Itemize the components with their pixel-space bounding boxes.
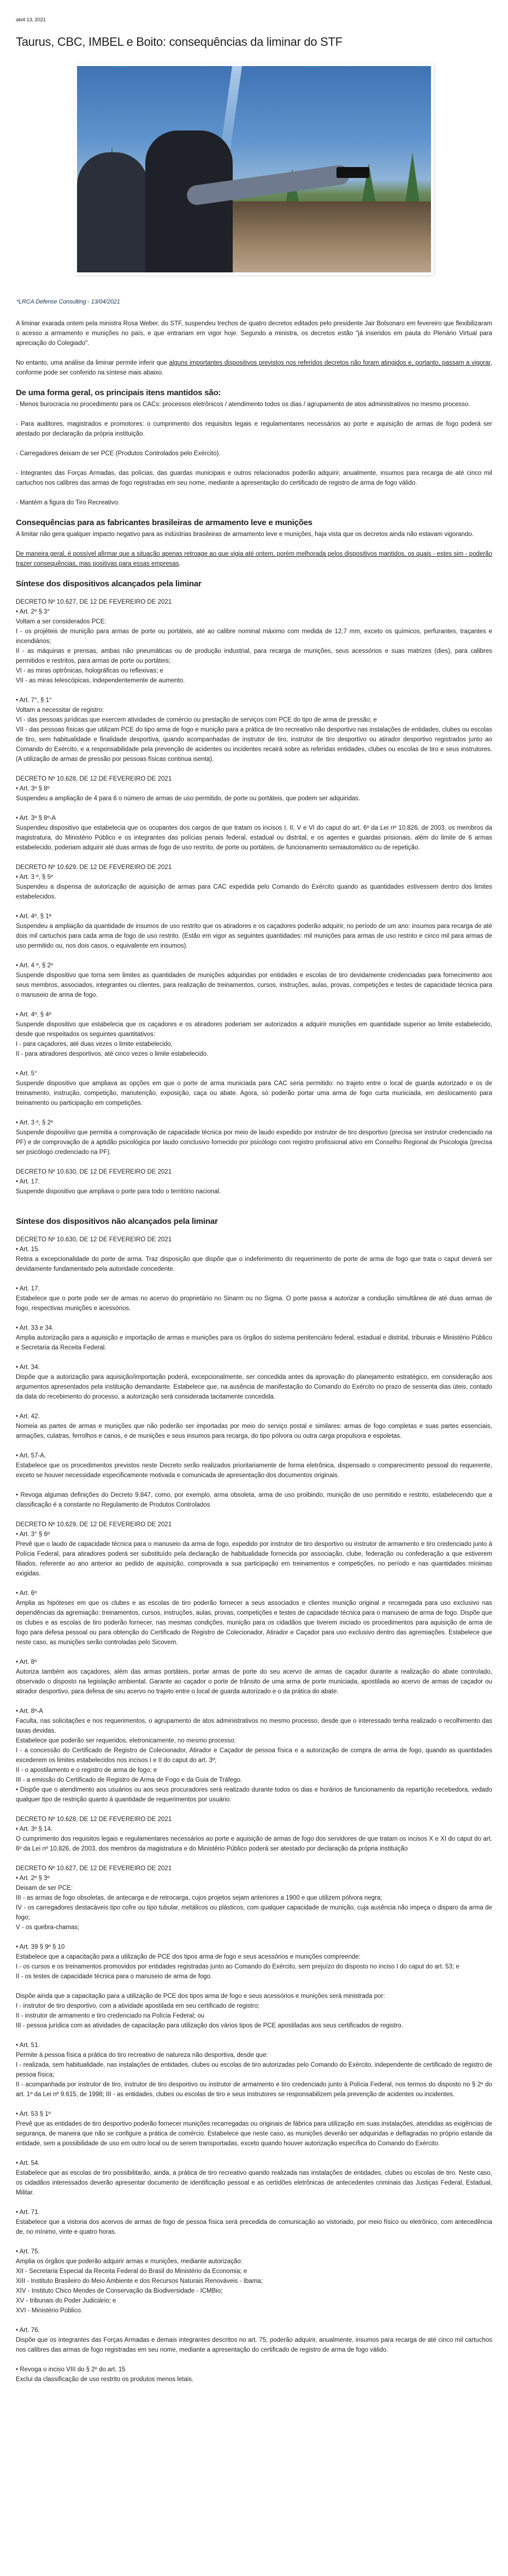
article-item <box>16 1118 492 1157</box>
article-ref: • Art. 34. <box>16 1364 40 1371</box>
maintained-item: - Mantém a figura do Tiro Recreativo. <box>16 499 120 506</box>
article-text: V - os quebra-chamas; <box>16 1924 80 1931</box>
decree-block <box>16 1235 492 1510</box>
maintained-list <box>16 400 492 508</box>
article-ref: • Art. 71. <box>16 2209 40 2216</box>
article-text: II - acompanhada por instrutor de tiro, instrutor de tiro desportivo ou instrutor de armamento e tiro credenciado junto à Polícia Federal, nos termos do disposto no § 2º do art. 1º da Lei nº 9.615, de 1998; III - as entidades, clubes ou escolas de tiro e seus instrutores se responsabilizem pela prevenção de acidentes ou incidentes. <box>16 2081 492 2098</box>
article-ref: • Art. 2º § 3° <box>16 609 50 615</box>
article-text: O cumprimento dos requisitos legais e regulamentares necessários ao porte e aquisição de armas de fogo dos servidores de que tratam os incisos X e XI do caput do art. 6º da Lei nº 10.826, de 2003, dos membros da magistratura e do Ministério Público poderá ser atestado por declaração da própria instituição <box>16 1836 492 1852</box>
article-text: Voltam a ser considerados PCE: <box>16 618 107 625</box>
consequences-paragraph-1: A limitar não gera qualquer impacto negativo para as indústrias brasileiras de armamento leve e munições, haja vista que os decretos ainda não estavam vigorando. <box>16 531 474 538</box>
underlined-highlight: De maneira geral, é possível afirmar que a situação apenas retroage ao que vigia até ontem, porém melhorada pelos dispositivos mantidos, os quais - estes sim - poderão trazer consequências, mas positivas para essas empresas <box>16 551 492 567</box>
maintained-item: - Carregadores deixam de ser PCE (Produtos Controlados pelo Exército). <box>16 450 221 457</box>
article-text: Estabelece que os procedimentos previstos neste Decreto serão realizados prioritariamente de forma eletrônica, dispensado o comparecimento pessoal do requerente, exceto se houver necessidade especificamente motivada e comunicada de apresentação dos documentos originais. <box>16 1462 492 1479</box>
article-text: Suspendeu a ampliação da quantidade de insumos de uso restrito que os atiradores e os caçadores poderão adquirir, no período de um ano: insumos para recarga de até dois mil cartuchos para cada arma de fogo de uso restrito. (Estão em vigor as seguintes quantidades: mil munições para armas de uso restrito e cinco mil para armas de uso permitido ou, nos dois casos, o equivalente em insumos). <box>16 923 492 949</box>
article-ref: • Art. 7°, § 1° <box>16 697 52 704</box>
article-text: II - as máquinas e prensas, ambas não pneumáticas ou de produção industrial, para recarga de munições, seus acessórios e suas matrizes (dies), para calibres permitidos e restritos, para armas de porte ou portáteis; <box>16 648 492 664</box>
article-item <box>16 2109 492 2149</box>
article-item <box>16 813 492 853</box>
article-text: XIII - Instituto Brasileiro do Meio Ambiente e dos Recursos Naturais Renováveis - Ibama; <box>16 2278 263 2285</box>
article-item <box>16 1363 492 1402</box>
article-ref: • Art. 39 § 9º § 10 <box>16 1944 65 1950</box>
article-text: Suspendeu a dispensa de autorização de aquisição de armas para CAC expedida pelo Comando do Exército quando as quantidades estivessem dentro dos limites estabelecidos. <box>16 884 492 900</box>
article-text: Voltam a necessitar de registro: <box>16 707 104 713</box>
intro-paragraph-2: No entanto, uma análise da liminar permite inferir que alguns importantes dispositivos previstos nos referidos decretos não foram atingidos e, portanto, passam a vigorar, conforme pode ser conferido na síntese mais abaixo. <box>16 360 493 376</box>
decree-block <box>16 862 492 1157</box>
article-item <box>16 1589 492 1647</box>
underlined-highlight: alguns importantes dispositivos previstos nos referidos decretos não foram atingidos e, portanto, passam a vigorar <box>169 360 491 366</box>
article-text: Amplia os órgãos que poderão adquirir armas e munições, mediante autorização: <box>16 2258 243 2265</box>
article-text: Permite à pessoa física a prática do tiro recreativo de natureza não desportiva, desde que: <box>16 2052 268 2059</box>
article-item <box>16 1824 492 1854</box>
article-text: Prevê que o laudo de capacidade técnica para o manuseio da arma de fogo, expedido por instrutor de tiro desportivo ou instrutor de armamento e tiro credenciado junto à Polícia Federal, para atiradores poderá ser substituído pela declaração de habitualidade fornecida por associação, clube, federação ou confederação a que estiverem filiados, referente ao ano anterior ao pedido de aquisição, comprovada a sua participação em treinamentos e competições, no período e nas quantidades mínimas exigidas. <box>16 1541 492 1577</box>
article-text: VI - das pessoas jurídicas que exercem atividades de comércio ou prestação de serviços com PCE do tipo de arma de pressão; e <box>16 717 377 723</box>
article-item <box>16 872 492 902</box>
post-date: abril 13, 2021 <box>16 17 46 23</box>
article-ref: • Art. 8º-A <box>16 1708 43 1715</box>
article-text: VII - das pessoas físicas que utilizam PCE do tipo arma de fogo e munição para a prática de tiro recreativo não desportivo nas instalações de entidades, clubes ou escolas de tiro, sem habitualidade e finalidade desportiva, quando acompanhadas de instrutor de tiro, instrutor de tiro desportivo ou atirador desportivo registrados junto ao Comando do Exército, e a responsabilidade pela prevenção de acidentes ou incidentes recairá sobre as referidas entidades, clubes ou escolas de tiro e seus instrutores. (A utilização de armas de pressão por pessoas físicas continua isenta). <box>16 727 492 763</box>
article-text: Prevê que as entidades de tiro desportivo poderão fornecer munições recarregadas ou originais de fábrica para utilização em suas instalações, atendidas as exigências de segurança, de maneira que não se configure a prática de comércio. Estabelece que neste caso, as munições deverão ser adquiridas e deflagradas no próprio estande da entidade, sem a possibilidade de uso em outro local ou de serem transportadas, exceto quando houver autorização específica do Comando do Exército. <box>16 2121 492 2147</box>
post-image[interactable] <box>77 66 431 272</box>
article-text: I - para caçadores, até duas vezes o limite estabelecido, <box>16 1041 173 1048</box>
article-text: Suspende dispositivo que permitia a comprovação de capacidade técnica por meio de laudo expedido por instrutor de tiro desportivo (precisa ser instrutor credenciado na PF) e de comprovação de a aptidão psicológica por laudo conclusivo fornecido por psicólogo com registro profissional ativo em Conselho Regional de Psicologia (precisa ser psicólogo credenciado na PF). <box>16 1129 492 1156</box>
article-text: II - para atiradores desportivos, até cinco vezes o limite estabelecido. <box>16 1051 209 1057</box>
article-text: I - instrutor de tiro desportivo, com a atividade apostilada em seu certificado de registro; <box>16 2003 260 2009</box>
decree-block <box>16 1520 492 1805</box>
consequences-heading: Consequências para as fabricantes brasileiras de armamento leve e munições <box>16 518 312 527</box>
article-ref: • Art. 54. <box>16 2160 40 2167</box>
article-item <box>16 2325 492 2355</box>
decree-block <box>16 1167 492 1197</box>
article-text: Dispõe que a autorização para aquisição/importação poderá, excepcionalmente, ser concedida antes da aprovação do planejamento estratégico, em consideração aos argumentos apresentados pela instituição demandante. Estabelece que, na ausência de manifestação do Comando do Exército no prazo de sessenta dias úteis, contado da data do recebimento do processo, a autorização será considerada tacitamente concedida. <box>16 1374 492 1400</box>
article-item <box>16 1530 492 1579</box>
article-text: Estabelece que as escolas de tiro possibilitarão, ainda, a prática de tiro recreativo quando realizada nas instalações de entidades, clubes ou escolas de tiro. Neste caso, os cidadãos interessados deverão apresentar documento de identificação pessoal e as certidões eletrônicas de antecedentes criminais das Justiças Federal, Estadual, Militar. <box>16 2170 492 2196</box>
article-text: Amplia as hipóteses em que os clubes e as escolas de tiro poderão fornecer a seus associados e clientes munição original e recarregada para uso exclusivo nas dependências da agremiação: treinamentos, cursos, instruções, aulas, provas, competições e testes de capacidade técnica para o manuseio de arma de fogo. Dispõe que os clubes e as escolas de tiro poderão fornecer, nas mesmas condições, munição para os cidadãos que tiverem iniciado os procedimentos para aquisição de arma de fogo para defesa pessoal ou para obtenção do Certificado de Registro de Colecionador, Atirador e Caçador para uso exclusivo dentro das agremiações. Estabelece que neste caso, as munições serão controladas pelo Sicovem. <box>16 1600 492 1646</box>
decree-title: DECRETO Nº 10.630, DE 12 DE FEVEREIRO DE 2021 <box>16 1236 172 1243</box>
article-text: XIV - Instituto Chico Mendes de Conservação da Biodiversidade - ICMBio; <box>16 2288 223 2294</box>
reached-decrees <box>16 597 492 1197</box>
article-text: Estabelece que o porte pode ser de armas no acervo do proprietário no Sinarm ou no Sigma. O porte passa a autorizar a condução simultânea de até duas armas de fogo, respectivas munições e acessórios. <box>16 1295 492 1312</box>
article-text: Suspende dispositivo que ampliava as opções em que o porte de arma municiada para CAC seria permitido: no trajeto entre o local de guarda autorizado e os de treinamento, instrução, competição, manutenção, exposição, caça ou abate. Agora, só poderão portar uma arma de fogo curta municiada, em deslocamento para treinamento ou participação em competições. <box>16 1080 492 1106</box>
article-ref: • Art. 33 e 34. <box>16 1325 54 1331</box>
article-ref: • Art. 6º <box>16 1590 37 1597</box>
not-reached-heading: Síntese dos dispositivos não alcançados pela liminar <box>16 1217 218 1226</box>
article-ref: • Art. 4 º, § 2º <box>16 962 54 969</box>
article-text: III - pessoa jurídica com as atividades de capacitação para utilização dos vários tipos de PCE apostiladas aos seus certificados de registro. <box>16 2022 403 2029</box>
article-ref: • Art. 8º <box>16 1659 37 1665</box>
article-ref: • Art. 2º § 3º <box>16 1875 50 1882</box>
article-text: Dispõe que os integrantes das Forças Armadas e demais integrantes descritos no art. 75, poderão adquirir, anualmente, insumos para recarga de até cinco mil cartuchos nos calibres das armas de fogo registradas em seu nome, mediante a apresentação do certificado de registro de arma de fogo válido. <box>16 2337 492 2353</box>
article-text: III - a emissão do Certificado de Registro de Arma de Fogo e da Guia de Tráfego. <box>16 1777 243 1783</box>
article-text: Suspendeu dispositivo que estabelecia que os ocupantes dos cargos de que tratam os incisos I, II, V e VI do caput do art. 6º da Lei nº 10.826, de 2003, os membros da magistratura, do Ministério Público e os integrantes das polícias penais federal, estadual ou distrital, e os agentes e guardas prisionais, além do limite de 6 armas estabelecido, poderiam adquirir até duas armas de fogo de uso restrito, de porte ou portáteis, de funcionamento semiautomático ou de repetição. <box>16 825 492 851</box>
article-ref: • Revoga o inciso VIII do § 2º do art. 15 <box>16 2366 126 2373</box>
article-text: Retira a excepcionalidade do porte de arma. Traz disposição que dispõe que o indeferimento do requerimento de porte de arma de fogo que trata o caput deverá ser devidamente fundamentado pela autoridade concedente. <box>16 1256 492 1272</box>
article-text: II - instrutor de armamento e tiro credenciado na Polícia Federal; ou <box>16 2013 205 2019</box>
article-text: III - as armas de fogo obsoletas, de antecarga e de retrocarga, cujos projetos sejam anteriores a 1900 e que utilizem pólvora negra; <box>16 1895 382 1901</box>
article-text: Estabelece que poderão ser requeridos, eletronicamente, no mesmo processo: <box>16 1738 236 1744</box>
not-reached-decrees <box>16 1235 492 2384</box>
decree-title: DECRETO Nº 10.628, DE 12 DE FEVEREIRO DE 2021 <box>16 1816 172 1823</box>
article-text: Suspende dispositivo que ampliava o porte para todo o território nacional. <box>16 1188 221 1195</box>
article-ref: • Art. 42. <box>16 1413 40 1420</box>
article-item <box>16 1942 492 1982</box>
article-text: Suspende dispositivo que torna sem limites as quantidades de munições adquiridas por entidades e escolas de tiro devidamente credenciadas para fornecimento aos seus membros, associados, integrantes ou clientes, para realização de treinamentos, cursos, instruções, aulas, provas, competições e testes de capacidade técnica para o manuseio de arma de fogo. <box>16 972 492 998</box>
article-item <box>16 961 492 1000</box>
article-text: II - os testes de capacidade técnica para o manuseio de arma de fogo. <box>16 1973 212 1980</box>
article-item <box>16 784 492 804</box>
article-ref: • Art. 51. <box>16 2042 40 2049</box>
article-item <box>16 1284 492 1313</box>
article-text: • Dispõe que o atendimento aos usuários ou aos seus procuradores será realizado durante todos os dias e horários de funcionamento da repartição recebedora, vedado qualquer tipo de restrição quanto à quantidade de requerimentos por usuário. <box>16 1787 492 1803</box>
image-caption: *LRCA Defense Consulting - 13/04/2021 <box>16 299 120 305</box>
article-text: XII - Secretaria Especial da Receita Federal do Brasil do Ministério da Economia; e <box>16 2268 247 2275</box>
consequences-paragraph-2: De maneira geral, é possível afirmar que a situação apenas retroage ao que vigia até ontem, porém melhorada pelos dispositivos mantidos, os quais - estes sim - poderão trazer consequências, mas positivas para essas empresas. <box>16 551 492 567</box>
article-text: Deixam de ser PCE: <box>16 1885 73 1891</box>
article-ref: • Art. 17. <box>16 1286 40 1292</box>
article-ref: • Art. 76. <box>16 2327 40 2334</box>
article-text: Autoriza também aos caçadores, além das armas portáteis, portar armas de porte do seu acervo de armas de caçador durante a realização do abate controlado, observado o disposto na legislação ambiental. Garante ao caçador o porte de trânsito de uma arma de porte municiada, apostilada ao acervo de armas de caçador ou atirador desportivo, para defesa de seu acervo no trajeto entre o local de guarda autorizado e o da prática do abate. <box>16 1669 492 1695</box>
decree-title: DECRETO Nº 10.629, DE 12 DE FEVEREIRO DE 2021 <box>16 1521 172 1528</box>
article-ref: • Art. 3º § 14. <box>16 1826 53 1833</box>
article-text: Nomeia as partes de armas e munições que não poderão ser importadas por meio do serviço postal e similares: armas de fogo completas e suas partes essenciais, armações, culatras, ferrolhos e canos, e de munições e seus insumos para recarga, do tipo pólvora ou outra carga propulsora e espoletas. <box>16 1423 492 1439</box>
article-text: I - os cursos e os treinamentos promovidos por entidades registradas junto ao Comando do Exército, sem prejuízo do disposto no inciso I do caput do art. 53; e <box>16 1964 459 1970</box>
maintained-heading: De uma forma geral, os principais itens mantidos são: <box>16 388 221 397</box>
article-item <box>16 2040 492 2099</box>
article-ref: • Art. 4º, § 4º <box>16 1012 51 1018</box>
article-ref: • Art. 57-A. <box>16 1453 46 1459</box>
article-ref: • Art. 4º, § 1ª <box>16 913 51 920</box>
article-text: II - o apostilamento e o registro de arma de fogo; e <box>16 1767 157 1774</box>
article-ref: • Art. 53 § 1º <box>16 2111 51 2117</box>
article-item <box>16 2158 492 2198</box>
decree-title: DECRETO Nº 10.630, DE 12 DE FEVEREIRO DE 2021 <box>16 1169 172 1175</box>
decree-title: DECRETO Nº 10.627, DE 12 DE FEVEREIRO DE 2021 <box>16 1865 172 1872</box>
article-text: Suspende dispositivo que estabelecia que os caçadores e os atiradores poderiam ser autorizados a adquirir munições em quantidade superior ao limite estabelecido, desde que respeitados os seguintes quantitativos: <box>16 1021 492 1038</box>
article-ref: • Art. 75. <box>16 2248 40 2255</box>
figure <box>16 63 492 275</box>
maintained-item: - Menos burocracia no procedimento para os CACs: processos eletrônicos / atendimento todos os dias / agrupamento de atos administrativos no mesmo processo. <box>16 401 470 408</box>
decree-title: DECRETO Nº 10.628, DE 12 DE FEVEREIRO DE 2021 <box>16 776 172 782</box>
article-ref: • Art. 15. <box>16 1246 40 1253</box>
article-text: I - a concessão do Certificado de Registro de Colecionador, Atirador e Caçador de pessoa física e a autorização de compra de arma de fogo, quando as quantidades excederem os limites estabelecidos nos incisos I e II do caput do art. 3º; <box>16 1747 492 1764</box>
article-item <box>16 1412 492 1441</box>
post-image-frame[interactable] <box>74 63 434 275</box>
maintained-item: - Para auditores, magistrados e promotores: o cumprimento dos requisitos legais e regulamentares necessários ao porte e aquisição de armas de fogo poderá ser atestado por declaração da própria instituição. <box>16 421 492 437</box>
article-item <box>16 2208 492 2237</box>
article-text: Estabelece que a capacitação para a utilização de PCE dos tipos arma de fogo e seus acessórios e munições compreende: <box>16 1954 361 1960</box>
article-text: Estabelece que a vistoria dos acervos de armas de fogo de pessoa física será precedida de comunicação ao vistoriado, por meio físico ou eletrônico, com antecedência de, no mínimo, vinte e quatro horas. <box>16 2219 492 2235</box>
reached-heading: Síntese dos dispositivos alcançados pela liminar <box>16 579 202 588</box>
article-ref: • Art. 3° § 6º <box>16 1531 50 1538</box>
article-text: VII - as miras telescópicas, independentemente de aumento. <box>16 677 185 684</box>
article-text: • Revoga algumas definições do Decreto 9.847, como, por exemplo, arma obsoleta, arma de uso proibindo, munição de uso permitido e restrito, estabelecendo que a classificação é a constante no Regulamento de Produtos Controlados <box>16 1492 492 1508</box>
article-item <box>16 1451 492 1480</box>
article-text: Exclui da classificação de uso restrito os produtos menos letais. <box>16 2376 194 2383</box>
article-text: IV - os carregadores destacáveis tipo cofre ou tipo tubular, metálicos ou plásticos, com qualquer capacidade de munição, cuja ausência não impeça o disparo da arma de fogo; <box>16 1905 492 1921</box>
article-item <box>16 1323 492 1353</box>
article-item <box>16 1245 492 1274</box>
article-text: XV - tribunais do Poder Judiciário; e <box>16 2298 116 2304</box>
article-item <box>16 2365 492 2384</box>
decree-block <box>16 1864 492 2384</box>
article-text: Suspendeu a ampliação de 4 para 6 o número de armas de uso permitido, de porte ou portáteis, que podem ser adquiridas. <box>16 795 361 802</box>
decree-block <box>16 774 492 853</box>
article-ref: • Art. 3 º, § 5º <box>16 874 54 881</box>
article-item <box>16 1177 492 1197</box>
article-text: I - os projéteis de munição para armas de porte ou portáteis, até ao calibre nominal máximo com medida de 12,7 mm, exceto os químicos, perfurantes, traçantes e incendiários; <box>16 628 492 645</box>
article-item <box>16 1657 492 1697</box>
article-text: I - realizada, sem habitualidade, nas instalações de entidades, clubes ou escolas de tiro autorizadas pelo Comando do Exército, independente de certificado de registro de pessoa física; <box>16 2062 492 2078</box>
article-item <box>16 695 492 764</box>
article-text: Faculta, nas solicitações e nos requerimentos, o agrupamento de atos administrativos no mesmo processo, desde que o interessado tenha realizado o recolhimento das taxas devidas. <box>16 1718 492 1734</box>
article-ref: • Art. 3º § 8º-A <box>16 815 56 822</box>
article-text: XVI - Ministério Público. <box>16 2307 83 2314</box>
article-text: Dispõe ainda que a capacitação para a utilização de PCE dos tipos arma de fogo e seus acessórios e munições será ministrada por: <box>16 1993 385 2000</box>
article-item <box>16 607 492 686</box>
decree-title: DECRETO Nº 10.627, DE 12 DE FEVEREIRO DE 2021 <box>16 599 172 605</box>
article-ref: • Art. 17. <box>16 1179 40 1185</box>
maintained-item: - Integrantes das Forças Armadas, das polícias, das guardas municipais e outros relacionados poderão adquirir, anualmente, insumos para recarga de até cinco mil cartuchos nos calibres das armas de fogo registradas em seu nome, mediante a apresentação do certificado de registro de arma de fogo válido. <box>16 470 492 486</box>
decree-title: DECRETO Nº 10.629, DE 12 DE FEVEREIRO DE 2021 <box>16 864 172 871</box>
article-item <box>16 1706 492 1805</box>
article-item <box>16 912 492 951</box>
article-ref: • Art. 5° <box>16 1070 37 1077</box>
intro-paragraph-1: A liminar exarada ontem pela ministra Rosa Weber, do STF, suspendeu trechos de quatro decretos editados pelo presidente Jair Bolsonaro em fevereiro que flexibilizaram o acesso a armamento e munições no país, e que entrariam em vigor hoje. Segundo a ministra, os decretos estão "já inseridos em pauta do Plenário Virtual para apreciação do Colegiado". <box>16 320 492 347</box>
article-text: VI - as miras optrônicas, holográficas ou reflexivas; e <box>16 668 163 674</box>
article-text: Amplia autorização para a aquisição e importação de armas e munições para os órgãos do sistema penitenciário federal, estadual e distrital, tribunais e Ministério Público e Secretaria da Receita Federal. <box>16 1335 492 1351</box>
article-item <box>16 1873 492 1932</box>
article-ref: • Art. 3 º, § 2º <box>16 1120 54 1126</box>
article-item <box>16 2247 492 2316</box>
post-title: Taurus, CBC, IMBEL e Boito: consequências da liminar do STF <box>16 35 342 49</box>
article-ref: • Art. 3º § 8º <box>16 786 50 792</box>
article-item <box>16 1490 492 1510</box>
article-item <box>16 1991 492 2031</box>
decree-block <box>16 1814 492 1854</box>
article-item <box>16 1010 492 1059</box>
decree-block <box>16 597 492 764</box>
article-item <box>16 1069 492 1108</box>
